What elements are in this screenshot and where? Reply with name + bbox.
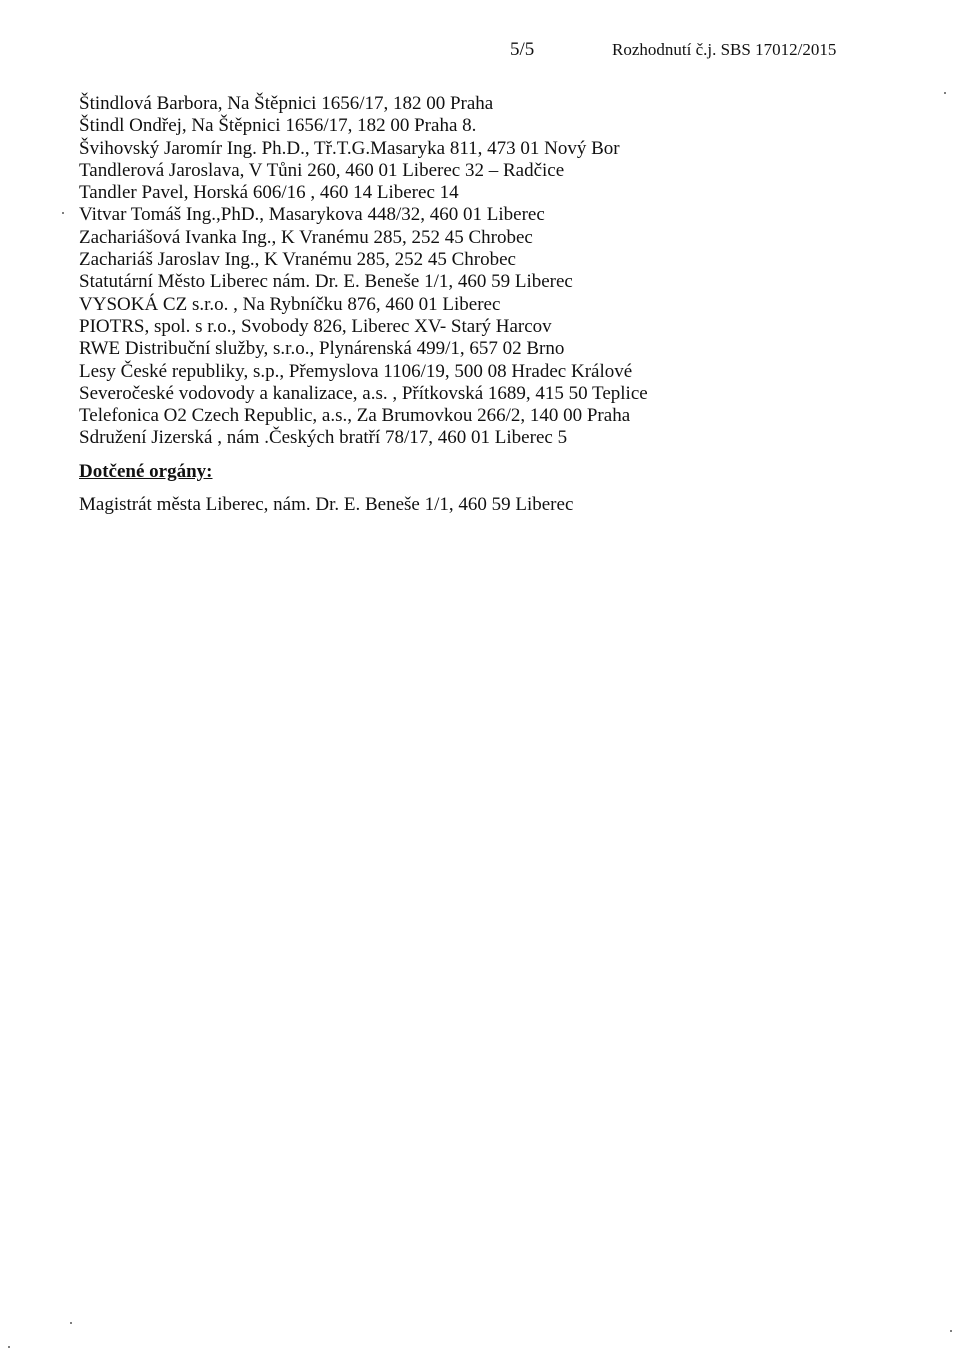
list-item: Štindlová Barbora, Na Štěpnici 1656/17, 182 00 Praha bbox=[79, 93, 494, 114]
parties-list bbox=[79, 93, 839, 450]
affected-body-item: Magistrát města Liberec, nám. Dr. E. Beneše 1/1, 460 59 Liberec bbox=[79, 494, 574, 515]
list-item: Statutární Město Liberec nám. Dr. E. Beneše 1/1, 460 59 Liberec bbox=[79, 271, 573, 293]
list-item: Vitvar Tomáš Ing.,PhD., Masarykova 448/32, 460 01 Liberec bbox=[79, 204, 545, 226]
affected-bodies-heading: Dotčené orgány: bbox=[79, 461, 213, 482]
scan-speck bbox=[8, 1346, 10, 1348]
page-number: 5/5 bbox=[510, 39, 535, 60]
list-item: Sdružení Jizerská , nám .Českých bratří 78/17, 460 01 Liberec 5 bbox=[79, 427, 568, 449]
list-item: PIOTRS, spol. s r.o., Svobody 826, Liberec XV- Starý Harcov bbox=[79, 315, 552, 337]
scan-speck bbox=[62, 212, 64, 214]
list-item: Zachariášová Ivanka Ing., K Vranému 285, 252 45 Chrobec bbox=[79, 226, 533, 248]
list-item: Zachariáš Jaroslav Ing., K Vranému 285, 252 45 Chrobec bbox=[79, 249, 516, 271]
list-item: Lesy České republiky, s.p., Přemyslova 1106/19, 500 08 Hradec Králové bbox=[79, 360, 633, 382]
scan-speck bbox=[944, 92, 946, 94]
list-item: RWE Distribuční služby, s.r.o., Plynárenská 499/1, 657 02 Brno bbox=[79, 338, 565, 360]
page-header bbox=[0, 38, 960, 62]
list-item: Švihovský Jaromír Ing. Ph.D., Tř.T.G.Masaryka 811, 473 01 Nový Bor bbox=[79, 137, 620, 159]
list-item: Tandler Pavel, Horská 606/16 , 460 14 Liberec 14 bbox=[79, 182, 459, 204]
scan-speck bbox=[70, 1322, 72, 1324]
scan-speck bbox=[950, 1330, 952, 1332]
decision-reference: Rozhodnutí č.j. SBS 17012/2015 bbox=[612, 40, 837, 59]
list-item: Tandlerová Jaroslava, V Tůni 260, 460 01 Liberec 32 – Radčice bbox=[79, 159, 565, 181]
list-item: VYSOKÁ CZ s.r.o. , Na Rybníčku 876, 460 01 Liberec bbox=[79, 293, 501, 315]
list-item: Štindl Ondřej, Na Štěpnici 1656/17, 182 00 Praha 8. bbox=[79, 115, 477, 137]
list-item: Telefonica O2 Czech Republic, a.s., Za Brumovkou 266/2, 140 00 Praha bbox=[79, 405, 631, 427]
list-item: Severočeské vodovody a kanalizace, a.s. , Přítkovská 1689, 415 50 Teplice bbox=[79, 382, 648, 404]
